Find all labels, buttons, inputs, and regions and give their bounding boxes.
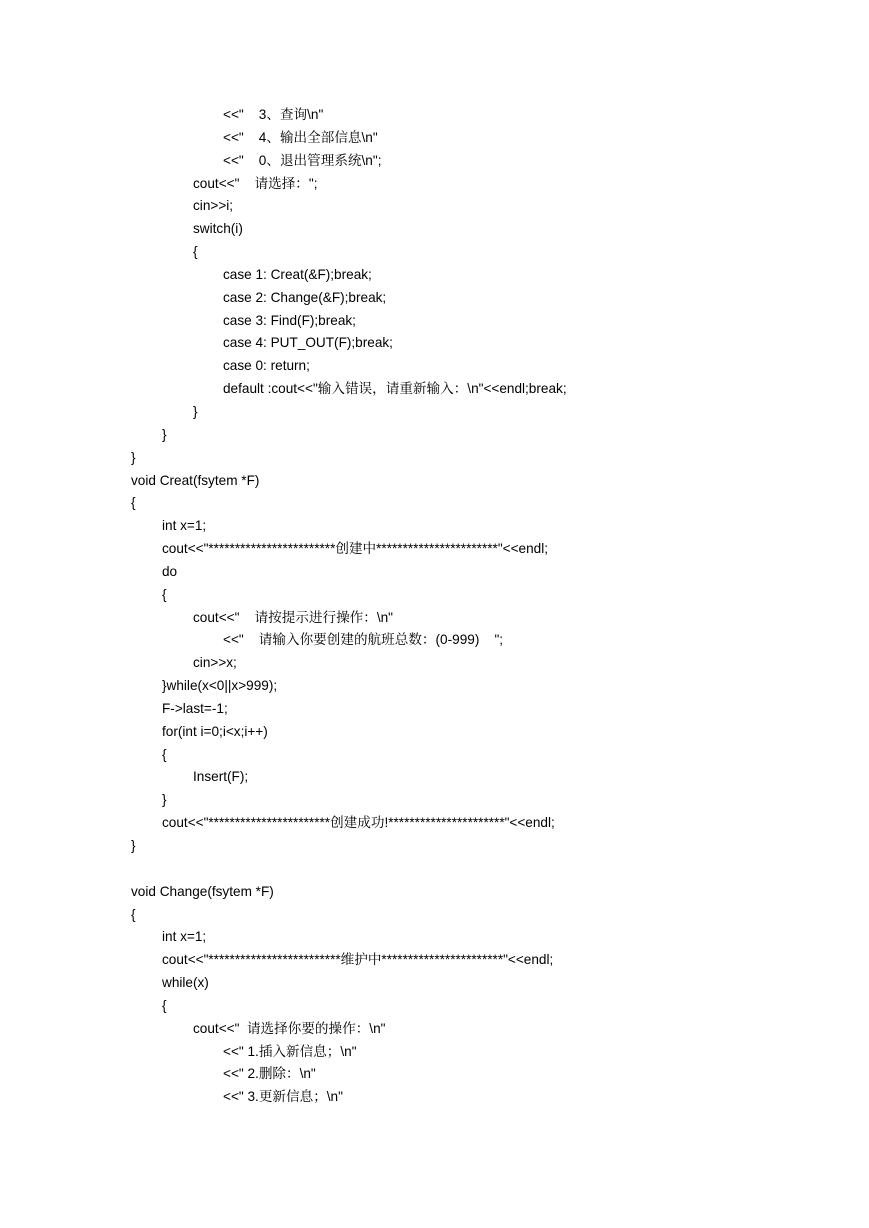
code-line: case 1: Creat(&F);break; [223,266,372,282]
code-line: F->last=-1; [162,700,228,716]
code-line: } [193,403,198,419]
code-line: } [162,792,167,808]
code-line: int x=1; [162,929,207,945]
code-line: case 3: Find(F);break; [223,312,356,328]
code-line: void Change(fsytem *F) [131,883,274,899]
code-line: <<" 2.删除：\n" [223,1066,316,1082]
code-line: } [162,426,167,442]
code-line: <<" 0、退出管理系统\n"; [223,152,382,168]
code-line: cin>>i; [193,198,234,214]
code-line [131,858,567,881]
code-line: { [131,495,136,511]
code-line: { [162,586,167,602]
code-line: }while(x<0||x>999); [162,678,278,694]
code-line: while(x) [162,975,209,991]
code-line: do [162,563,178,579]
code-line: int x=1; [162,518,207,534]
code-line: cout<<"*************************维护中***********************"<<endl; [162,952,554,968]
code-line: default :cout<<"输入错误，请重新输入：\n"<<endl;break; [223,381,567,397]
code-line: <<" 请输入你要创建的航班总数：(0-999) "; [223,632,504,648]
code-line: void Creat(fsytem *F) [131,472,260,488]
code-line: cout<<"************************创建中***********************"<<endl; [162,541,548,557]
code-line: cout<<" 请按提示进行操作：\n" [193,609,394,625]
code-line: { [193,244,198,260]
code-line: case 0: return; [223,358,310,374]
code-line: <<" 1.插入新信息；\n" [223,1043,357,1059]
code-line: for(int i=0;i<x;i++) [162,723,268,739]
code-line: cout<<" 请选择："; [193,175,318,191]
code-line: } [131,838,136,853]
code-line: <<" 3.更新信息；\n" [223,1089,343,1105]
code-line: { [162,997,167,1013]
code-block [131,104,567,1109]
code-line: case 2: Change(&F);break; [223,289,387,305]
code-line: case 4: PUT_OUT(F);break; [223,335,393,351]
code-line: Insert(F); [193,769,249,785]
code-line: } [131,449,136,465]
code-line: <<" 4、输出全部信息\n" [223,129,378,145]
code-line: switch(i) [193,221,243,237]
code-line: cout<<" 请选择你要的操作：\n" [193,1020,386,1036]
code-line: <<" 3、查询\n" [223,107,324,122]
code-line: { [162,746,167,762]
code-line: { [131,906,136,922]
code-line: cin>>x; [193,655,237,671]
code-line: cout<<"***********************创建成功!**********************"<<endl; [162,815,555,831]
